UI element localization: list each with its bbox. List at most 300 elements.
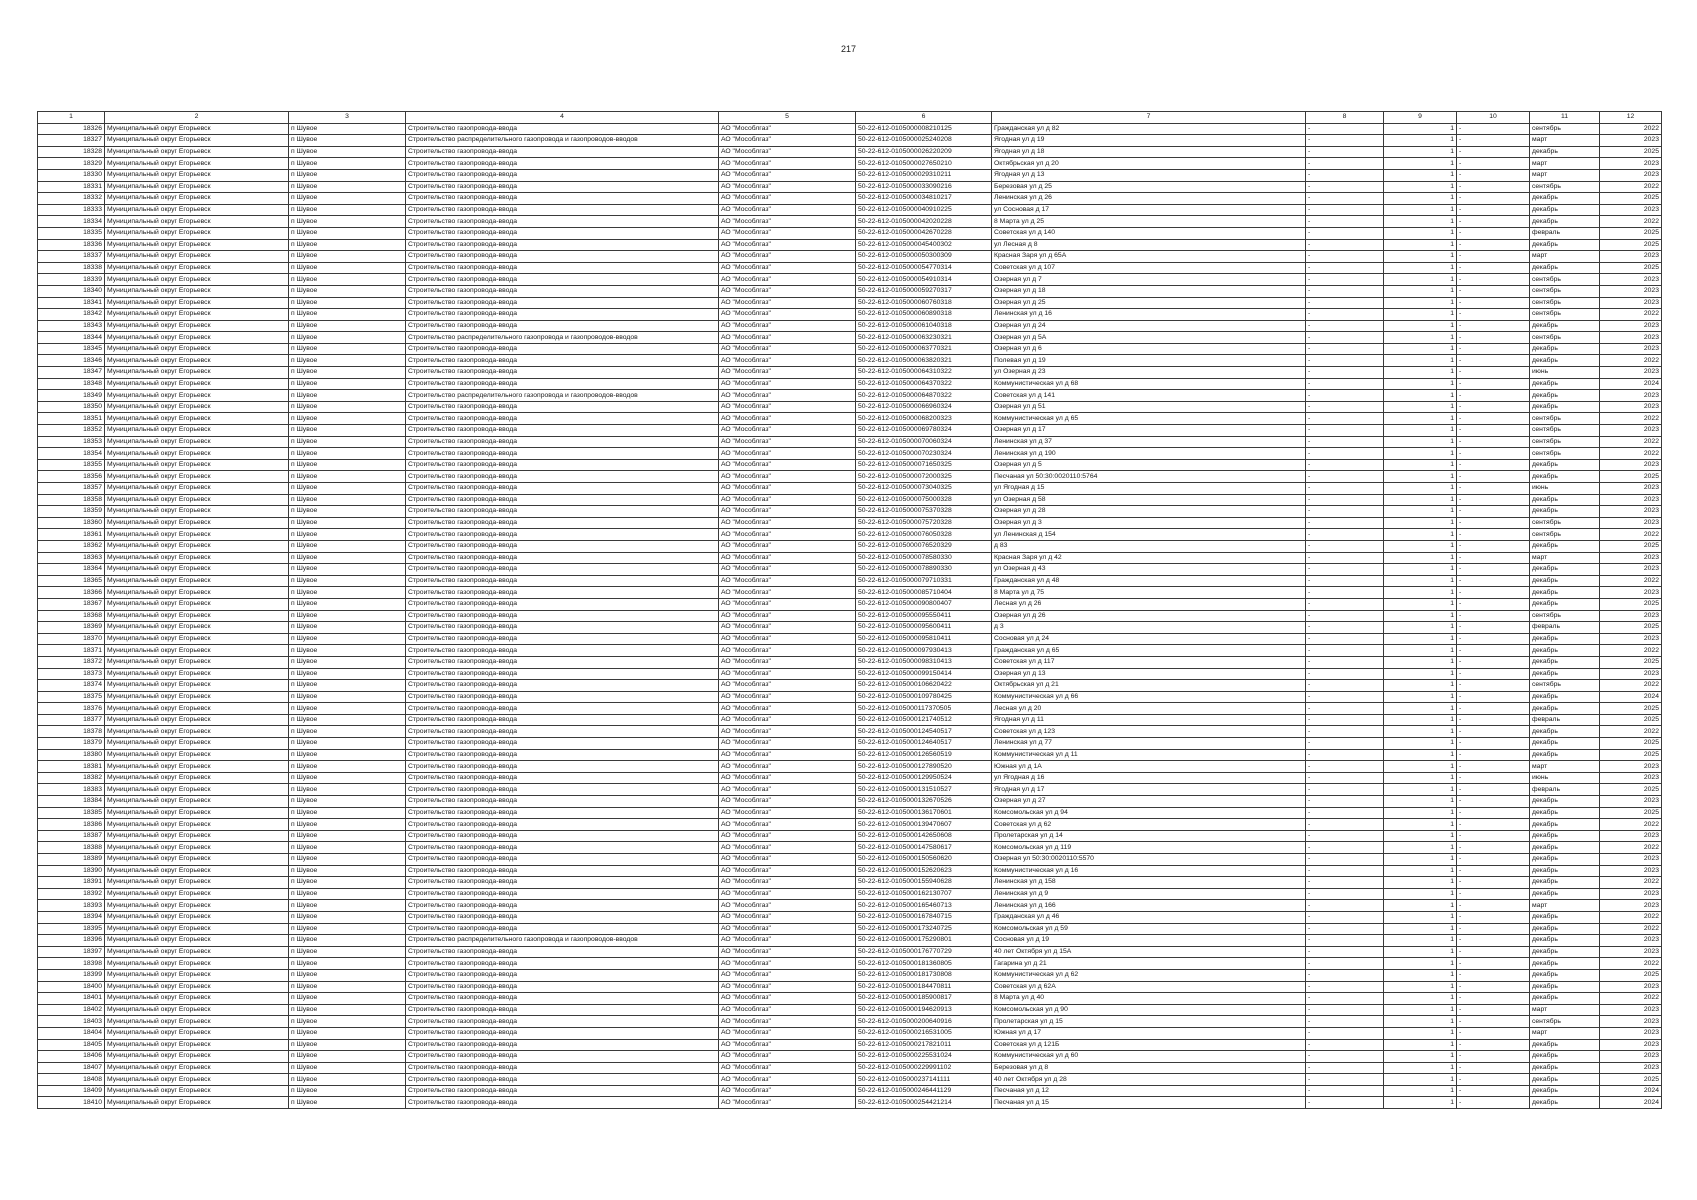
column-8-cell: -	[1306, 471, 1384, 483]
row-number-cell: 18353	[38, 436, 105, 448]
year-cell: 2022	[1600, 958, 1662, 970]
operator-cell: АО "Мособлгаз"	[719, 1051, 856, 1063]
month-cell: декабрь	[1530, 656, 1600, 668]
column-10-cell: -	[1457, 958, 1530, 970]
district-cell: Муниципальный округ Егорьевск	[105, 309, 289, 321]
application-number-cell: 50-22-612-0105000034810217	[856, 193, 992, 205]
year-cell: 2025	[1600, 146, 1662, 158]
row-number-cell: 18408	[38, 1074, 105, 1086]
address-cell: Озерная ул д 13	[992, 668, 1306, 680]
year-cell: 2024	[1600, 691, 1662, 703]
column-8-cell: -	[1306, 703, 1384, 715]
column-8-cell: -	[1306, 738, 1384, 750]
address-cell: Коммунистическая ул д 16	[992, 865, 1306, 877]
work-type-cell: Строительство газопровода-ввода	[406, 227, 719, 239]
district-cell: Муниципальный округ Егорьевск	[105, 923, 289, 935]
district-cell: Муниципальный округ Егорьевск	[105, 796, 289, 808]
work-type-cell: Строительство газопровода-ввода	[406, 958, 719, 970]
settlement-cell: п Шувое	[289, 622, 406, 634]
column-header: 4	[406, 112, 719, 124]
operator-cell: АО "Мособлгаз"	[719, 738, 856, 750]
year-cell: 2023	[1600, 888, 1662, 900]
table-row	[38, 483, 1662, 495]
year-cell: 2023	[1600, 158, 1662, 170]
month-cell: сентябрь	[1530, 413, 1600, 425]
year-cell: 2022	[1600, 842, 1662, 854]
column-10-cell: -	[1457, 540, 1530, 552]
column-8-cell: -	[1306, 575, 1384, 587]
operator-cell: АО "Мособлгаз"	[719, 251, 856, 263]
column-8-cell: -	[1306, 529, 1384, 541]
quantity-cell: 1	[1384, 714, 1457, 726]
month-cell: март	[1530, 158, 1600, 170]
operator-cell: АО "Мособлгаз"	[719, 854, 856, 866]
address-cell: Советская ул д 123	[992, 726, 1306, 738]
column-8-cell: -	[1306, 668, 1384, 680]
operator-cell: АО "Мособлгаз"	[719, 691, 856, 703]
settlement-cell: п Шувое	[289, 958, 406, 970]
row-number-cell: 18342	[38, 309, 105, 321]
table-row	[38, 1062, 1662, 1074]
column-8-cell: -	[1306, 981, 1384, 993]
quantity-cell: 1	[1384, 842, 1457, 854]
application-number-cell: 50-22-612-0105000075370328	[856, 506, 992, 518]
month-cell: декабрь	[1530, 633, 1600, 645]
settlement-cell: п Шувое	[289, 1085, 406, 1097]
application-number-cell: 50-22-612-0105000085710404	[856, 587, 992, 599]
month-cell: декабрь	[1530, 691, 1600, 703]
application-number-cell: 50-22-612-0105000066960324	[856, 401, 992, 413]
year-cell: 2023	[1600, 900, 1662, 912]
quantity-cell: 1	[1384, 123, 1457, 135]
application-number-cell: 50-22-612-0105000040910225	[856, 204, 992, 216]
year-cell: 2022	[1600, 436, 1662, 448]
operator-cell: АО "Мособлгаз"	[719, 204, 856, 216]
address-cell: Озерная ул д 18	[992, 285, 1306, 297]
quantity-cell: 1	[1384, 668, 1457, 680]
quantity-cell: 1	[1384, 981, 1457, 993]
work-type-cell: Строительство газопровода-ввода	[406, 888, 719, 900]
year-cell: 2023	[1600, 1027, 1662, 1039]
column-10-cell: -	[1457, 1051, 1530, 1063]
row-number-cell: 18361	[38, 529, 105, 541]
work-type-cell: Строительство газопровода-ввода	[406, 714, 719, 726]
address-cell: Озерная ул д 17	[992, 425, 1306, 437]
table-row	[38, 923, 1662, 935]
table-row	[38, 494, 1662, 506]
address-cell: Ягодная ул д 17	[992, 784, 1306, 796]
application-number-cell: 50-22-612-0105000075000328	[856, 494, 992, 506]
settlement-cell: п Шувое	[289, 1074, 406, 1086]
column-10-cell: -	[1457, 529, 1530, 541]
column-10-cell: -	[1457, 239, 1530, 251]
operator-cell: АО "Мособлгаз"	[719, 483, 856, 495]
column-8-cell: -	[1306, 274, 1384, 286]
settlement-cell: п Шувое	[289, 749, 406, 761]
work-type-cell: Строительство газопровода-ввода	[406, 726, 719, 738]
month-cell: декабрь	[1530, 355, 1600, 367]
column-10-cell: -	[1457, 761, 1530, 773]
application-number-cell: 50-22-612-0105000063230321	[856, 332, 992, 344]
district-cell: Муниципальный округ Егорьевск	[105, 969, 289, 981]
month-cell: декабрь	[1530, 668, 1600, 680]
month-cell: сентябрь	[1530, 448, 1600, 460]
address-cell: Березовая ул д 25	[992, 181, 1306, 193]
operator-cell: АО "Мособлгаз"	[719, 587, 856, 599]
address-cell: Песчаная ул д 12	[992, 1085, 1306, 1097]
row-number-cell: 18386	[38, 819, 105, 831]
operator-cell: АО "Мособлгаз"	[719, 796, 856, 808]
district-cell: Муниципальный округ Егорьевск	[105, 517, 289, 529]
work-type-cell: Строительство газопровода-ввода	[406, 819, 719, 831]
operator-cell: АО "Мособлгаз"	[719, 123, 856, 135]
application-number-cell: 50-22-612-0105000078890330	[856, 564, 992, 576]
application-number-cell: 50-22-612-0105000099150414	[856, 668, 992, 680]
work-type-cell: Строительство газопровода-ввода	[406, 181, 719, 193]
row-number-cell: 18337	[38, 251, 105, 263]
settlement-cell: п Шувое	[289, 483, 406, 495]
operator-cell: АО "Мособлгаз"	[719, 900, 856, 912]
application-number-cell: 50-22-612-0105000095550411	[856, 610, 992, 622]
work-type-cell: Строительство газопровода-ввода	[406, 1074, 719, 1086]
year-cell: 2025	[1600, 540, 1662, 552]
operator-cell: АО "Мособлгаз"	[719, 911, 856, 923]
application-number-cell: 50-22-612-0105000063820321	[856, 355, 992, 367]
column-10-cell: -	[1457, 436, 1530, 448]
quantity-cell: 1	[1384, 784, 1457, 796]
district-cell: Муниципальный округ Егорьевск	[105, 494, 289, 506]
operator-cell: АО "Мособлгаз"	[719, 517, 856, 529]
application-number-cell: 50-22-612-0105000063770321	[856, 343, 992, 355]
year-cell: 2023	[1600, 135, 1662, 147]
district-cell: Муниципальный округ Егорьевск	[105, 274, 289, 286]
address-cell: Озерная ул 50:30:0020110:5570	[992, 854, 1306, 866]
application-number-cell: 50-22-612-0105000237141111	[856, 1074, 992, 1086]
work-type-cell: Строительство газопровода-ввода	[406, 738, 719, 750]
operator-cell: АО "Мособлгаз"	[719, 807, 856, 819]
application-number-cell: 50-22-612-0105000152620623	[856, 865, 992, 877]
work-type-cell: Строительство газопровода-ввода	[406, 459, 719, 471]
district-cell: Муниципальный округ Егорьевск	[105, 691, 289, 703]
application-number-cell: 50-22-612-0105000075720328	[856, 517, 992, 529]
month-cell: декабрь	[1530, 807, 1600, 819]
operator-cell: АО "Мособлгаз"	[719, 888, 856, 900]
district-cell: Муниципальный округ Егорьевск	[105, 1051, 289, 1063]
district-cell: Муниципальный округ Егорьевск	[105, 587, 289, 599]
column-8-cell: -	[1306, 923, 1384, 935]
operator-cell: АО "Мособлгаз"	[719, 459, 856, 471]
quantity-cell: 1	[1384, 529, 1457, 541]
district-cell: Муниципальный округ Егорьевск	[105, 819, 289, 831]
column-8-cell: -	[1306, 854, 1384, 866]
row-number-cell: 18334	[38, 216, 105, 228]
month-cell: декабрь	[1530, 738, 1600, 750]
month-cell: июнь	[1530, 483, 1600, 495]
column-10-cell: -	[1457, 610, 1530, 622]
month-cell: декабрь	[1530, 506, 1600, 518]
work-type-cell: Строительство газопровода-ввода	[406, 239, 719, 251]
settlement-cell: п Шувое	[289, 738, 406, 750]
application-number-cell: 50-22-612-0105000029310211	[856, 169, 992, 181]
settlement-cell: п Шувое	[289, 297, 406, 309]
operator-cell: АО "Мособлгаз"	[719, 703, 856, 715]
column-8-cell: -	[1306, 204, 1384, 216]
month-cell: декабрь	[1530, 981, 1600, 993]
table-row	[38, 598, 1662, 610]
month-cell: декабрь	[1530, 320, 1600, 332]
settlement-cell: п Шувое	[289, 494, 406, 506]
column-8-cell: -	[1306, 448, 1384, 460]
address-cell: Озерная ул д 7	[992, 274, 1306, 286]
column-10-cell: -	[1457, 830, 1530, 842]
address-cell: ул Озерная д 23	[992, 367, 1306, 379]
row-number-cell: 18328	[38, 146, 105, 158]
column-10-cell: -	[1457, 680, 1530, 692]
operator-cell: АО "Мособлгаз"	[719, 969, 856, 981]
operator-cell: АО "Мособлгаз"	[719, 262, 856, 274]
operator-cell: АО "Мособлгаз"	[719, 285, 856, 297]
column-10-cell: -	[1457, 227, 1530, 239]
column-8-cell: -	[1306, 865, 1384, 877]
column-10-cell: -	[1457, 772, 1530, 784]
month-cell: март	[1530, 900, 1600, 912]
address-cell: Ленинская ул д 77	[992, 738, 1306, 750]
operator-cell: АО "Мособлгаз"	[719, 1004, 856, 1016]
address-cell: Песчаная ул д 15	[992, 1097, 1306, 1109]
settlement-cell: п Шувое	[289, 413, 406, 425]
district-cell: Муниципальный округ Егорьевск	[105, 425, 289, 437]
application-number-cell: 50-22-612-0105000054770314	[856, 262, 992, 274]
header-row	[38, 112, 1662, 124]
row-number-cell: 18350	[38, 401, 105, 413]
settlement-cell: п Шувое	[289, 772, 406, 784]
application-number-cell: 50-22-612-0105000124540517	[856, 726, 992, 738]
month-cell: сентябрь	[1530, 425, 1600, 437]
table-row	[38, 703, 1662, 715]
settlement-cell: п Шувое	[289, 517, 406, 529]
quantity-cell: 1	[1384, 378, 1457, 390]
year-cell: 2025	[1600, 703, 1662, 715]
address-cell: Комсомольская ул д 59	[992, 923, 1306, 935]
district-cell: Муниципальный округ Егорьевск	[105, 169, 289, 181]
quantity-cell: 1	[1384, 1097, 1457, 1109]
work-type-cell: Строительство газопровода-ввода	[406, 401, 719, 413]
column-10-cell: -	[1457, 309, 1530, 321]
application-number-cell: 50-22-612-0105000142650608	[856, 830, 992, 842]
column-8-cell: -	[1306, 216, 1384, 228]
operator-cell: АО "Мособлгаз"	[719, 216, 856, 228]
district-cell: Муниципальный округ Егорьевск	[105, 1016, 289, 1028]
district-cell: Муниципальный округ Егорьевск	[105, 738, 289, 750]
table-row	[38, 471, 1662, 483]
row-number-cell: 18379	[38, 738, 105, 750]
settlement-cell: п Шувое	[289, 877, 406, 889]
row-number-cell: 18383	[38, 784, 105, 796]
quantity-cell: 1	[1384, 923, 1457, 935]
column-8-cell: -	[1306, 587, 1384, 599]
column-10-cell: -	[1457, 413, 1530, 425]
quantity-cell: 1	[1384, 1051, 1457, 1063]
year-cell: 2023	[1600, 459, 1662, 471]
work-type-cell: Строительство газопровода-ввода	[406, 309, 719, 321]
month-cell: декабрь	[1530, 1085, 1600, 1097]
operator-cell: АО "Мособлгаз"	[719, 958, 856, 970]
column-8-cell: -	[1306, 169, 1384, 181]
settlement-cell: п Шувое	[289, 1062, 406, 1074]
work-type-cell: Строительство газопровода-ввода	[406, 1097, 719, 1109]
operator-cell: АО "Мособлгаз"	[719, 714, 856, 726]
column-8-cell: -	[1306, 680, 1384, 692]
address-cell: Коммунистическая ул д 66	[992, 691, 1306, 703]
month-cell: декабрь	[1530, 575, 1600, 587]
column-10-cell: -	[1457, 691, 1530, 703]
row-number-cell: 18349	[38, 390, 105, 402]
table-row	[38, 274, 1662, 286]
district-cell: Муниципальный округ Егорьевск	[105, 865, 289, 877]
column-10-cell: -	[1457, 1004, 1530, 1016]
work-type-cell: Строительство газопровода-ввода	[406, 169, 719, 181]
year-cell: 2025	[1600, 656, 1662, 668]
address-cell: Гражданская ул д 82	[992, 123, 1306, 135]
table-row	[38, 807, 1662, 819]
month-cell: сентябрь	[1530, 285, 1600, 297]
column-8-cell: -	[1306, 772, 1384, 784]
address-cell: Советская ул д 121Б	[992, 1039, 1306, 1051]
address-cell: Октябрьская ул д 21	[992, 680, 1306, 692]
year-cell: 2025	[1600, 227, 1662, 239]
column-8-cell: -	[1306, 483, 1384, 495]
operator-cell: АО "Мособлгаз"	[719, 436, 856, 448]
table-body	[38, 123, 1662, 1108]
column-10-cell: -	[1457, 355, 1530, 367]
work-type-cell: Строительство газопровода-ввода	[406, 436, 719, 448]
settlement-cell: п Шувое	[289, 355, 406, 367]
settlement-cell: п Шувое	[289, 459, 406, 471]
district-cell: Муниципальный округ Егорьевск	[105, 251, 289, 263]
quantity-cell: 1	[1384, 135, 1457, 147]
settlement-cell: п Шувое	[289, 146, 406, 158]
settlement-cell: п Шувое	[289, 784, 406, 796]
operator-cell: АО "Мособлгаз"	[719, 309, 856, 321]
operator-cell: АО "Мособлгаз"	[719, 1027, 856, 1039]
address-cell: ул Ленинская д 154	[992, 529, 1306, 541]
application-number-cell: 50-22-612-0105000246441129	[856, 1085, 992, 1097]
column-8-cell: -	[1306, 796, 1384, 808]
operator-cell: АО "Мособлгаз"	[719, 227, 856, 239]
work-type-cell: Строительство газопровода-ввода	[406, 146, 719, 158]
operator-cell: АО "Мособлгаз"	[719, 448, 856, 460]
operator-cell: АО "Мособлгаз"	[719, 598, 856, 610]
address-cell: Советская ул д 141	[992, 390, 1306, 402]
settlement-cell: п Шувое	[289, 123, 406, 135]
application-number-cell: 50-22-612-0105000045400302	[856, 239, 992, 251]
operator-cell: АО "Мособлгаз"	[719, 668, 856, 680]
month-cell: декабрь	[1530, 819, 1600, 831]
column-10-cell: -	[1457, 1074, 1530, 1086]
settlement-cell: п Шувое	[289, 969, 406, 981]
district-cell: Муниципальный округ Егорьевск	[105, 506, 289, 518]
column-10-cell: -	[1457, 216, 1530, 228]
operator-cell: АО "Мособлгаз"	[719, 181, 856, 193]
column-8-cell: -	[1306, 691, 1384, 703]
month-cell: декабрь	[1530, 378, 1600, 390]
column-8-cell: -	[1306, 807, 1384, 819]
column-8-cell: -	[1306, 888, 1384, 900]
column-10-cell: -	[1457, 459, 1530, 471]
settlement-cell: п Шувое	[289, 425, 406, 437]
year-cell: 2023	[1600, 425, 1662, 437]
work-type-cell: Строительство газопровода-ввода	[406, 529, 719, 541]
column-10-cell: -	[1457, 285, 1530, 297]
table-row	[38, 204, 1662, 216]
row-number-cell: 18327	[38, 135, 105, 147]
column-8-cell: -	[1306, 123, 1384, 135]
district-cell: Муниципальный округ Егорьевск	[105, 1062, 289, 1074]
operator-cell: АО "Мособлгаз"	[719, 529, 856, 541]
operator-cell: АО "Мособлгаз"	[719, 749, 856, 761]
column-10-cell: -	[1457, 877, 1530, 889]
column-10-cell: -	[1457, 738, 1530, 750]
settlement-cell: п Шувое	[289, 506, 406, 518]
address-cell: Советская ул д 140	[992, 227, 1306, 239]
column-8-cell: -	[1306, 540, 1384, 552]
work-type-cell: Строительство газопровода-ввода	[406, 274, 719, 286]
operator-cell: АО "Мособлгаз"	[719, 274, 856, 286]
district-cell: Муниципальный округ Егорьевск	[105, 749, 289, 761]
table-row	[38, 969, 1662, 981]
column-10-cell: -	[1457, 483, 1530, 495]
district-cell: Муниципальный округ Егорьевск	[105, 262, 289, 274]
address-cell: Озерная ул д 25	[992, 297, 1306, 309]
district-cell: Муниципальный округ Егорьевск	[105, 367, 289, 379]
settlement-cell: п Шувое	[289, 332, 406, 344]
application-number-cell: 50-22-612-0105000106620422	[856, 680, 992, 692]
settlement-cell: п Шувое	[289, 598, 406, 610]
work-type-cell: Строительство газопровода-ввода	[406, 923, 719, 935]
quantity-cell: 1	[1384, 1085, 1457, 1097]
table-row	[38, 656, 1662, 668]
column-8-cell: -	[1306, 935, 1384, 947]
settlement-cell: п Шувое	[289, 390, 406, 402]
operator-cell: АО "Мособлгаз"	[719, 564, 856, 576]
quantity-cell: 1	[1384, 633, 1457, 645]
district-cell: Муниципальный округ Егорьевск	[105, 227, 289, 239]
address-cell: Коммунистическая ул д 68	[992, 378, 1306, 390]
application-number-cell: 50-22-612-0105000072000325	[856, 471, 992, 483]
year-cell: 2022	[1600, 413, 1662, 425]
work-type-cell: Строительство газопровода-ввода	[406, 842, 719, 854]
row-number-cell: 18347	[38, 367, 105, 379]
district-cell: Муниципальный округ Егорьевск	[105, 239, 289, 251]
year-cell: 2023	[1600, 494, 1662, 506]
quantity-cell: 1	[1384, 506, 1457, 518]
table-row	[38, 251, 1662, 263]
column-10-cell: -	[1457, 656, 1530, 668]
address-cell: Озерная ул д 24	[992, 320, 1306, 332]
quantity-cell: 1	[1384, 332, 1457, 344]
year-cell: 2024	[1600, 1085, 1662, 1097]
row-number-cell: 18373	[38, 668, 105, 680]
address-cell: Полевая ул д 19	[992, 355, 1306, 367]
column-10-cell: -	[1457, 564, 1530, 576]
year-cell: 2022	[1600, 877, 1662, 889]
operator-cell: АО "Мособлгаз"	[719, 622, 856, 634]
district-cell: Муниципальный округ Егорьевск	[105, 343, 289, 355]
work-type-cell: Строительство газопровода-ввода	[406, 251, 719, 263]
settlement-cell: п Шувое	[289, 993, 406, 1005]
application-number-cell: 50-22-612-0105000126560519	[856, 749, 992, 761]
application-number-cell: 50-22-612-0105000076520329	[856, 540, 992, 552]
